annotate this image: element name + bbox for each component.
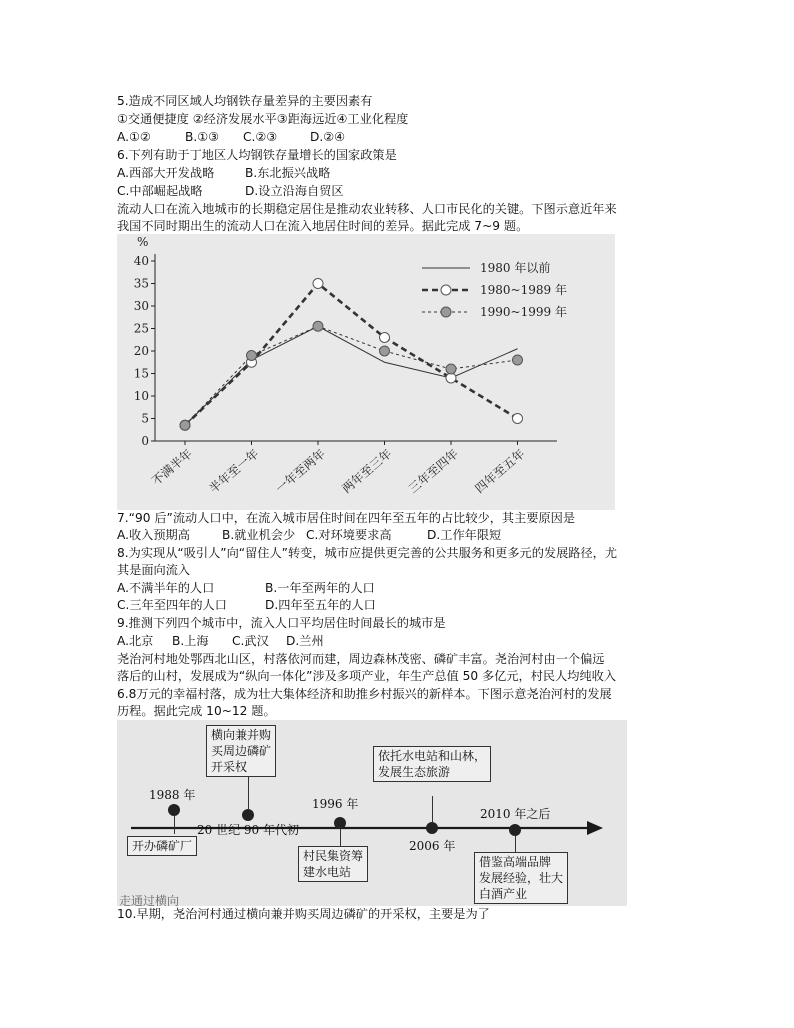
x-tick-label: 三年至四年 <box>405 446 461 496</box>
series-point-1 <box>380 333 390 343</box>
q7-option-c: C.对环境要求高 <box>306 528 392 542</box>
q5-option-c: C.②③ <box>243 130 278 144</box>
q9-option-b: B.上海 <box>172 634 209 648</box>
q5-option-b: B.①③ <box>185 130 220 144</box>
event-1996: 村民集资筹 建水电站 <box>298 846 368 882</box>
q5-option-a: A.①② <box>117 130 151 144</box>
timeline-footer-fragment: 走通过横向 <box>119 894 180 906</box>
series-point-1 <box>513 414 523 424</box>
x-tick-label: 一年至两年 <box>272 446 328 496</box>
timeline-dot-1988 <box>168 804 180 816</box>
q9-option-d: D.兰州 <box>286 634 324 648</box>
q6-option-a: A.西部大开发战略 <box>117 166 215 180</box>
timeline-dot-90s <box>242 809 254 821</box>
x-tick-label: 半年至一年 <box>206 446 262 496</box>
intro-10-12-line-1: 尧治河村地处鄂西北山区，村落依河而建，周边森林茂密、磷矿丰富。尧治河村由一个偏远 <box>117 652 605 666</box>
series-point-2 <box>380 346 390 356</box>
question-8-line-1: 8.为实现从“吸引人”向“留住人”转变，城市应提供更完善的公共服务和更多元的发展路径，尤 <box>117 546 618 560</box>
year-2006: 2006 年 <box>409 839 456 853</box>
year-2010: 2010 年之后 <box>480 807 551 821</box>
series-line-1 <box>185 284 518 426</box>
intro-10-12-line-4: 历程。据此完成 10~12 题。 <box>117 704 276 718</box>
intro-7-9-line-1: 流动人口在流入地城市的长期稳定居住是推动农业转移、人口市民化的关键。下图示意近年来 <box>117 202 617 216</box>
intro-10-12-line-2: 落后的山村，发展成为“纵向一体化”涉及多项产业，年生产总值 50 多亿元，村民人均纯收入 <box>117 669 617 683</box>
series-line-0 <box>185 326 518 425</box>
q5-option-d: D.②④ <box>310 130 346 144</box>
event-2010: 借鉴高端品牌 发展经验，壮大 白酒产业 <box>474 852 568 904</box>
timeline-dot-2006 <box>426 822 438 834</box>
y-axis-unit: % <box>137 235 149 249</box>
legend-label-0: 1980 年以前 <box>480 261 551 275</box>
series-point-1 <box>313 279 323 289</box>
y-tick-label: 25 <box>133 321 149 336</box>
intro-10-12-line-3: 6.8万元的幸福村落，成为壮大集体经济和助推乡村振兴的新样本。下图示意尧治河村的发展 <box>117 687 612 701</box>
q8-option-d: D.四年至五年的人口 <box>265 598 376 612</box>
q7-option-d: D.工作年限短 <box>427 528 502 542</box>
residence-time-chart <box>117 234 615 510</box>
question-9: 9.推测下列四个城市中，流入人口平均居住时间最长的城市是 <box>117 616 446 630</box>
event-1990s: 横向兼并购 买周边磷矿 开采权 <box>206 725 276 777</box>
legend-marker-2 <box>441 307 451 317</box>
x-tick-label: 不满半年 <box>149 446 195 489</box>
series-layer <box>180 279 523 431</box>
legend-label-1: 1980~1989 年 <box>480 283 567 297</box>
question-8-line-2: 其是面向流入 <box>117 563 191 577</box>
question-10: 10.早期，尧治河村通过横向兼并购买周边磷矿的开采权，主要是为了 <box>117 907 490 921</box>
y-tick-label: 10 <box>133 389 149 403</box>
year-1988: 1988 年 <box>149 788 196 802</box>
legend-label-2: 1990~1999 年 <box>480 305 567 319</box>
q6-option-b: B.东北振兴战略 <box>245 166 331 180</box>
x-ticks <box>149 441 528 496</box>
year-1990s: 20 世纪 90 年代初 <box>197 823 299 837</box>
timeline-dot-1996 <box>334 817 346 829</box>
y-tick-label: 15 <box>133 366 149 381</box>
year-1996: 1996 年 <box>312 797 359 811</box>
y-tick-label: 20 <box>133 344 149 358</box>
series-point-2 <box>313 321 323 331</box>
legend-marker-1 <box>441 285 451 295</box>
q7-option-a: A.收入预期高 <box>117 528 190 542</box>
event-1988: 开办磷矿厂 <box>127 836 197 856</box>
q8-option-c: C.三年至四年的人口 <box>117 598 227 612</box>
series-point-2 <box>247 351 257 361</box>
intro-7-9-line-2: 我国不同时期出生的流动人口在流入地居住时间的差异。据此完成 7~9 题。 <box>117 219 529 233</box>
y-tick-label: 5 <box>141 411 149 426</box>
y-tick-label: 0 <box>141 434 149 448</box>
development-timeline <box>117 720 627 906</box>
timeline-arrow <box>587 821 603 835</box>
x-tick-label: 四年至五年 <box>472 446 528 496</box>
y-tick-label: 40 <box>133 254 149 268</box>
chart-legend <box>422 260 567 319</box>
question-7: 7.“90 后”流动人口中，在流入城市居住时间在四年至五年的占比较少，其主要原因是 <box>117 511 576 525</box>
y-tick-label: 35 <box>133 276 149 291</box>
y-ticks <box>134 254 155 448</box>
timeline-dot-2010 <box>509 824 521 836</box>
event-2006: 依托水电站和山林， 发展生态旅游 <box>373 746 491 782</box>
q9-option-c: C.武汉 <box>232 634 269 648</box>
q9-option-a: A.北京 <box>117 634 154 648</box>
y-tick-label: 30 <box>133 299 149 313</box>
question-5: 5.造成不同区域人均钢铁存量差异的主要因素有 <box>117 94 373 108</box>
q8-option-b: B.一年至两年的人口 <box>265 581 375 595</box>
q6-option-d: D.设立沿海自贸区 <box>245 184 344 198</box>
question-5-items: ①交通便捷度 ②经济发展水平③距海远近④工业化程度 <box>117 112 409 126</box>
q8-option-a: A.不满半年的人口 <box>117 581 215 595</box>
q6-option-c: C.中部崛起战略 <box>117 184 203 198</box>
series-point-2 <box>180 420 190 430</box>
q7-option-b: B.就业机会少 <box>222 528 296 542</box>
question-6: 6.下列有助于丁地区人均钢铁存量增长的国家政策是 <box>117 148 397 162</box>
series-point-2 <box>446 364 456 374</box>
chart-svg <box>117 234 615 510</box>
series-point-2 <box>513 355 523 365</box>
x-tick-label: 两年至三年 <box>339 446 395 496</box>
